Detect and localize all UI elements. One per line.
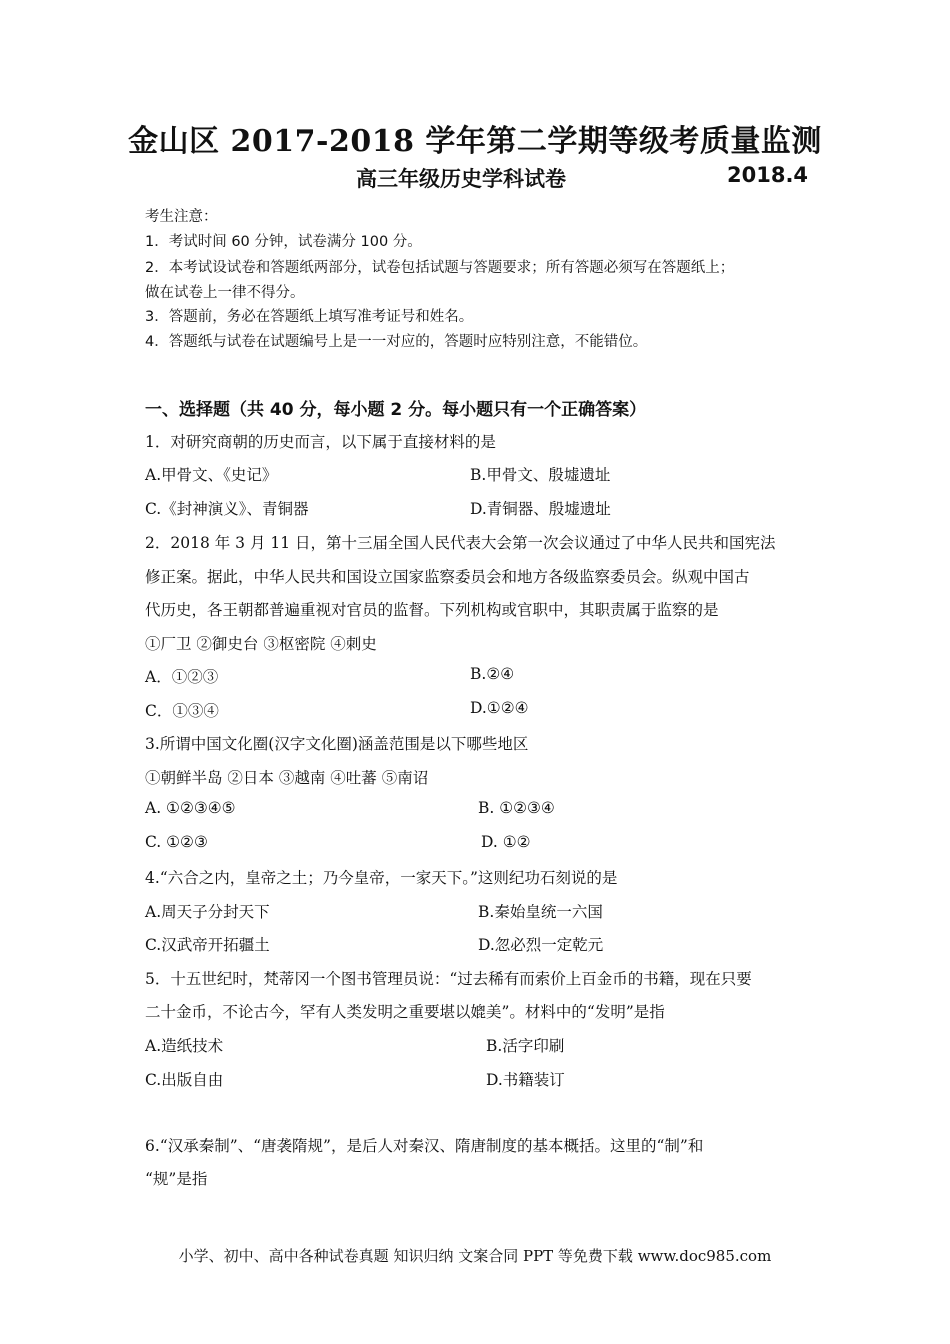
exam-date: 2018.4 [727,163,809,187]
page-footer: 小学、初中、高中各种试卷真题 知识归纳 文案合同 PPT 等免费下载 www.doc985.com [178,1247,772,1265]
answer-option: B.秦始皇统一六国 [478,903,603,921]
question-stem: 5．十五世纪时，梵蒂冈一个图书管理员说：“过去稀有而索价上百金币的书籍，现在只要 [145,970,752,988]
notice-heading: 考生注意： [145,209,218,225]
question-stem: 6.“汉承秦制”、“唐袭隋规”，是后人对秦汉、隋唐制度的基本概括。这里的“制”和 [145,1137,704,1155]
answer-option: D. ①② [481,833,531,851]
question-items: ①朝鲜半岛 ②日本 ③越南 ④吐蕃 ⑤南诏 [145,769,429,787]
question-stem: 3.所谓中国文化圈(汉字文化圈)涵盖范围是以下哪些地区 [145,735,529,753]
answer-option: A.甲骨文、《史记》 [145,466,278,484]
answer-option: C.汉武帝开拓疆土 [145,936,270,954]
answer-option: C．①③④ [145,702,219,720]
answer-option: C.《封神演义》、青铜器 [145,500,309,518]
answer-option: D.书籍装订 [486,1071,565,1089]
question-stem: 4.“六合之内，皇帝之土；乃今皇帝，一家天下。”这则纪功石刻说的是 [145,869,618,887]
notice-item: 1．考试时间 60 分钟，试卷满分 100 分。 [145,234,422,250]
question-stem: 1．对研究商朝的历史而言，以下属于直接材料的是 [145,433,496,451]
answer-option: D.忽必烈一定乾元 [478,936,604,954]
page-title: 金山区 2017-2018 学年第二学期等级考质量监测 [128,124,822,159]
question-items: ①厂卫 ②御史台 ③枢密院 ④刺史 [145,635,377,653]
notice-item: 做在试卷上一律不得分。 [145,285,305,301]
answer-option: B. ①②③④ [478,799,555,817]
answer-option: B.甲骨文、殷墟遗址 [470,466,611,484]
answer-option: D.青铜器、殷墟遗址 [470,500,611,518]
notice-item: 4．答题纸与试卷在试题编号上是一一对应的，答题时应特别注意，不能错位。 [145,334,648,350]
question-stem: 代历史，各王朝都普遍重视对官员的监督。下列机构或官职中，其职责属于监察的是 [145,601,719,619]
answer-option: A.造纸技术 [145,1037,224,1055]
answer-option: A. ①②③④⑤ [145,799,236,817]
answer-option: C.出版自由 [145,1071,224,1089]
question-stem: 修正案。据此，中华人民共和国设立国家监察委员会和地方各级监察委员会。纵观中国古 [145,568,750,586]
page-subtitle: 高三年级历史学科试卷 [356,167,566,191]
question-stem: 2．2018 年 3 月 11 日，第十三届全国人民代表大会第一次会议通过了中华人民共和国宪法 [145,534,776,552]
question-stem: 二十金币，不论古今，罕有人类发明之重要堪以媲美”。材料中的“发明”是指 [145,1003,665,1021]
answer-option: A.周天子分封天下 [145,903,270,921]
answer-option: D.①②④ [470,699,529,717]
notice-item: 2．本考试设试卷和答题纸两部分，试卷包括试题与答题要求；所有答题必须写在答题纸上； [145,260,735,276]
answer-option: B.活字印刷 [486,1037,565,1055]
notice-item: 3．答题前，务必在答题纸上填写准考证号和姓名。 [145,309,474,325]
answer-option: B.②④ [470,665,515,683]
answer-option: A．①②③ [145,668,219,686]
question-stem: “规”是指 [145,1170,208,1188]
section-heading: 一、选择题（共 40 分，每小题 2 分。每小题只有一个正确答案） [145,400,647,420]
answer-option: C. ①②③ [145,833,208,851]
